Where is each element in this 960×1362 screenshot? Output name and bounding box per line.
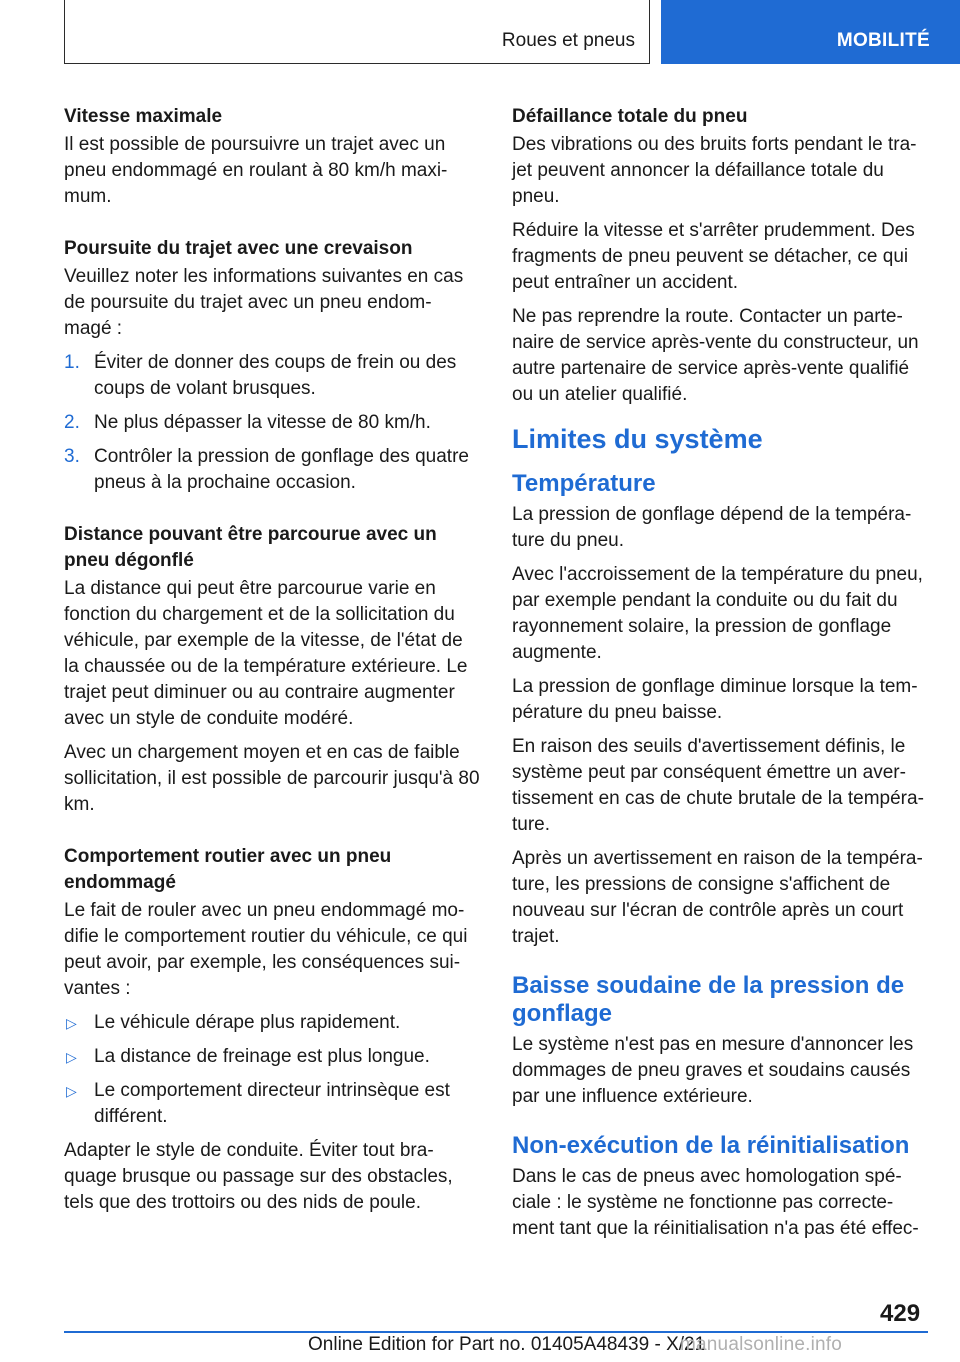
heading-vitesse-maximale: Vitesse maximale [64,106,223,127]
list-item-text: Le véhicule dérape plus rapidement. [94,1012,401,1033]
list-item [64,410,480,436]
paragraph: La pression de gonflage dépend de la tempéra‐ ture du pneu. [512,504,912,551]
heading-comportement-routier: Comportement routier avec un pneu endommagé [64,846,392,893]
page-number: 429 [880,1300,921,1327]
triangle-bullet-icon: ▷ [66,1083,77,1099]
header-section-box [64,0,650,64]
list-item [64,1010,480,1036]
heading-temperature: Température [512,470,656,497]
paragraph: Avec l'accroissement de la température du pneu, par exemple pendant la conduite ou du fait du rayonnement solaire, la pression de gonflage augmente. [512,564,923,663]
paragraph: Après un avertissement en raison de la tempéra‐ ture, les pressions de consigne s'affichent de nouveau sur l'écran de contrôle après un court trajet. [512,848,923,947]
paragraph: Le système n'est pas en mesure d'annoncer les dommages de pneu graves et soudains causés par une influence extérieure. [512,1034,914,1107]
heading-limites-systeme: Limites du système [512,424,763,454]
paragraph: Réduire la vitesse et s'arrêter prudemment. Des fragments de pneu peuvent se détacher, ce qui peut entraîner un accident. [512,220,915,293]
list-item-text: Le comportement directeur intrinsèque est différent. [94,1080,450,1127]
footer-divider [64,1331,928,1333]
left-column [64,104,480,1224]
footer-watermark: manualsonline.info [680,1334,843,1355]
right-column [512,104,928,1250]
list-item-text: Ne plus dépasser la vitesse de 80 km/h. [94,412,431,433]
paragraph: Dans le cas de pneus avec homologation spé‐ ciale : le système ne fonctionne pas correcte‐ ment tant que la réinitialisation n'a pas été effec‐ [512,1166,919,1239]
list-item-text: Contrôler la pression de gonflage des quatre pneus à la prochaine occasion. [94,446,469,493]
paragraph: En raison des seuils d'avertissement définis, le système peut par conséquent émettre un aver‐ tissement en cas de chute brutale de la tempéra‐ ture. [512,736,924,835]
paragraph: La pression de gonflage diminue lorsque la tem‐ pérature du pneu baisse. [512,676,918,723]
footer-edition: Online Edition for Part no. 01405A48439 - X/21 [308,1334,706,1355]
list-number: 3. [64,446,80,467]
paragraph: Ne pas reprendre la route. Contacter un parte‐ naire de service après-vente du constructeur, un autre partenaire de service après-vente qualifié ou un atelier qualifié. [512,306,919,405]
header-chapter-title: MOBILITÉ [836,30,930,51]
heading-baisse-soudaine: Baisse soudaine de la pression de gonflage [512,972,905,1027]
triangle-bullet-icon: ▷ [66,1049,77,1065]
paragraph: Adapter le style de conduite. Éviter tout bra‐ quage brusque ou passage sur des obstacles, tels que des trottoirs ou des nids de poule. [64,1140,453,1213]
bullet-list [64,1010,480,1130]
list-item-text: La distance de freinage est plus longue. [94,1046,430,1067]
paragraph: Des vibrations ou des bruits forts pendant le tra‐ jet peuvent annoncer la défaillance totale du pneu. [512,134,917,207]
list-item [64,350,480,402]
list-number: 1. [64,352,80,373]
numbered-list [64,350,480,496]
list-item [64,444,480,496]
paragraph: Avec un chargement moyen et en cas de faible sollicitation, il est possible de parcourir jusqu'à 80 km. [64,742,480,815]
paragraph: Veuillez noter les informations suivantes en cas de poursuite du trajet avec un pneu endom‐ magé : [64,266,464,339]
paragraph: Le fait de rouler avec un pneu endommagé mo‐ difie le comportement routier du véhicule, ce qui peut avoir, par exemple, les conséquences sui‐ vantes : [64,900,468,999]
heading-poursuite-crevaison: Poursuite du trajet avec une crevaison [64,238,413,259]
header-chapter-tab [661,0,960,64]
header-section-title: Roues et pneus [501,30,635,51]
heading-non-execution-reinitialisation: Non-exécution de la réinitialisation [512,1132,910,1159]
list-item-text: Éviter de donner des coups de frein ou des coups de volant brusques. [94,352,457,399]
list-number: 2. [64,412,80,433]
paragraph: La distance qui peut être parcourue varie en fonction du chargement et de la sollicitation du véhicule, par exemple de la vitesse, de l'état de la chaussée ou de la température extérieure. Le trajet peut diminuer ou au contraire augmenter avec un style de conduite modéré. [64,578,468,729]
list-item [64,1044,480,1070]
heading-distance-parcourue: Distance pouvant être parcourue avec un pneu dégonflé [64,524,437,571]
heading-defaillance-totale: Défaillance totale du pneu [512,106,748,127]
paragraph: Il est possible de poursuivre un trajet avec un pneu endommagé en roulant à 80 km/h maxi‐ mum. [64,134,448,207]
triangle-bullet-icon: ▷ [66,1015,77,1031]
list-item [64,1078,480,1130]
